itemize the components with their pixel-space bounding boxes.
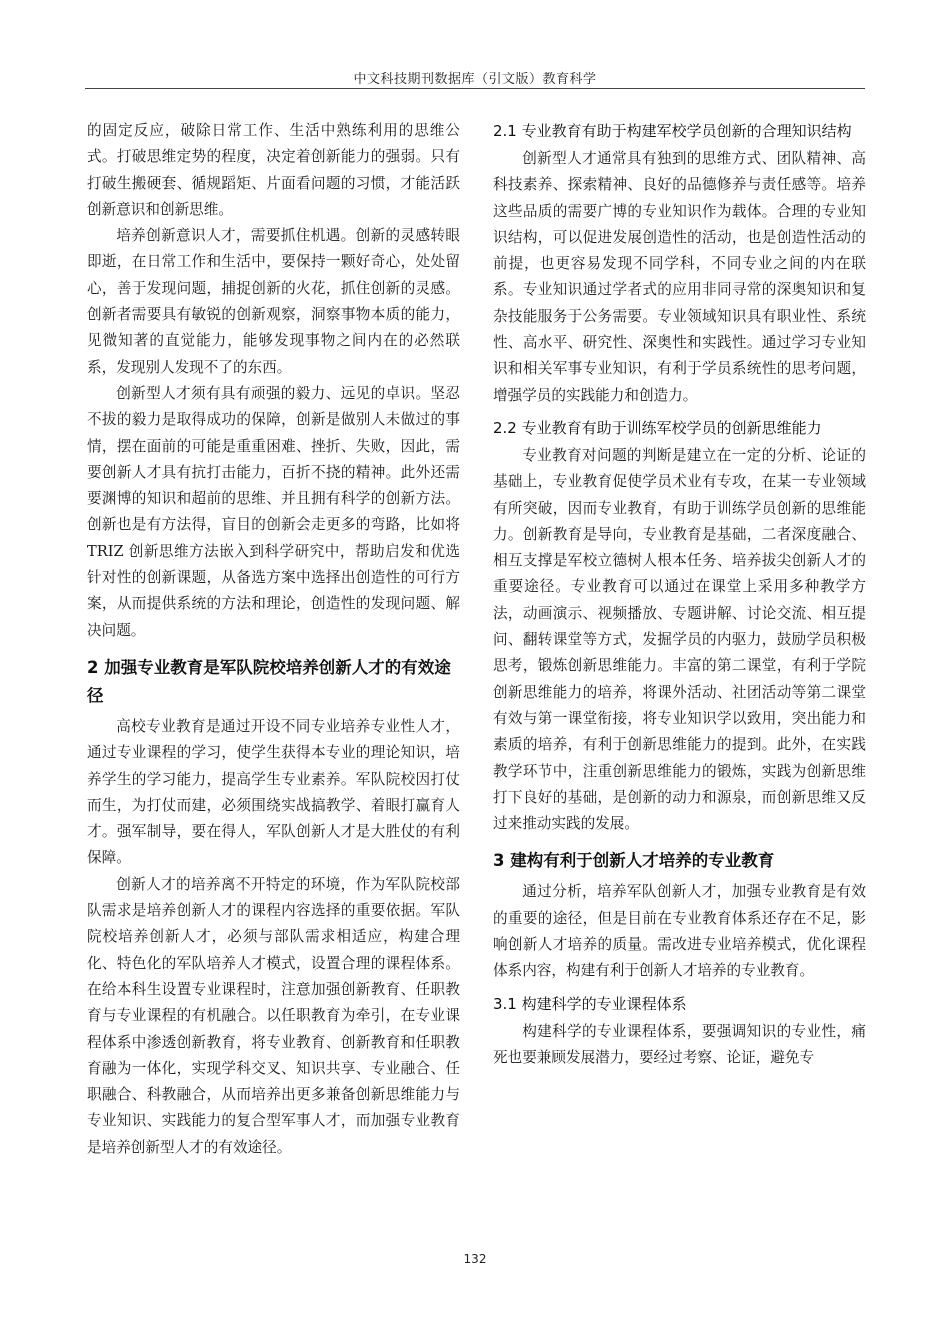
paragraph-perseverance: 创新型人才须有具有顽强的毅力、远见的卓识。坚忍不拔的毅力是取得成功的保障，创新是做别人未做过的事情，摆在面前的可能是重重困难、挫折、失败，因此，需要创新人才具有抗打击能力，百折不挠的精神。此外还需要渊博的知识和超前的思维、并且拥有科学的创新方法。创新也是有方法得，盲目的创新会走更多的弯路，比如将 TRIZ 创新思维方法嵌入到科学研究中，帮助启发和优选针对性的创新课题，从备选方案中选择出创造性的可行方案，从而提供系统的方法和理论，创造性的发现问题、解决问题。 — [87, 384, 460, 639]
paragraph-2-2: 专业教育对问题的判断是建立在一定的分析、论证的基础上，专业教育促使学员术业有专攻，在某一专业领域有所突破，因而专业教育，有助于训练学员创新的思维能力。创新教育是导向，专业教育是基础，二者深度融合、相互支撑是军校立德树人根本任务、培养拔尖创新人才的重要途径。专业教育可以通过在课堂上采用多种教学方法，动画演示、视频播放、专题讲解、讨论交流、相互提问、翻转课堂等方式，发掘学员的内驱力，鼓励学员积极思考，锻炼创新思维能力。丰富的第二课堂，有利于学院创新思维能力的培养，将课外活动、社团活动等第二课堂有效与第一课堂衔接，将专业知识学以致用，突出能力和素质的培养，有利于创新思维能力的提到。此外，在实践教学环节中，注重创新思维能力的锻炼，实践为创新思维打下良好的基础，是创新的动力和源泉，而创新思维又反过来推动实践的发展。 — [493, 446, 866, 833]
paragraph-continued: 的固定反应，破除日常工作、生活中熟练利用的思维公式。打破思维定势的程度，决定着创新能力的强弱。只有打破生搬硬套、循规蹈矩、片面看问题的习惯，才能活跃创新意识和创新思维。 — [87, 122, 460, 218]
section-2-1-heading: 2.1 专业教育有助于构建军校学员创新的合理知识结构 — [493, 122, 852, 140]
paragraph-3: 通过分析，培养军队创新人才，加强专业教育是有效的重要的途径，但是目前在专业教育体系还存在不足，影响创新人才培养的质量。需改进专业培养模式，优化课程体系内容，构建有利于创新人才培养的专业教育。 — [493, 883, 866, 980]
paragraph-2-1: 创新型人才通常具有独到的思维方式、团队精神、高科技素养、探索精神、良好的品德修养与责任感等。培养这些品质的需要广博的专业知识作为载体。合理的专业知识结构，可以促进发展创造性的活动，也是创造性活动的前提，也更容易发现不同学科，不同专业之间的内在联系。专业知识通过学者式的应用非同寻常的深奥知识和复杂技能服务于公务需要。专业领域知识具有职业性、系统性、高水平、研究性、深奥性和实践性。通过学习专业知识和相关军事专业知识，有利于学员系统性的思考问题，增强学员的实践能力和创造力。 — [493, 150, 866, 404]
left-column — [87, 118, 460, 1161]
journal-header: 中文科技期刊数据库（引文版）教育科学 — [353, 72, 597, 87]
section-3-1-heading: 3.1 构建科学的专业课程体系 — [493, 994, 687, 1013]
page-number: 132 — [463, 1252, 487, 1266]
paragraph-environment: 创新人才的培养离不开特定的环境，作为军队院校部队需求是培养创新人才的课程内容选择的重要依据。军队院校培养创新人才，必须与部队需求相适应，构建合理化、特色化的军队培养人才模式，设置合理的课程体系。在给本科生设置专业课程时，注意加强创新教育、任职教育与专业课程的有机融合。以任职教育为牵引，在专业课程体系中渗透创新教育，将专业教育、创新教育和任职教育融为一体化，实现学科交叉、知识共享、专业融合、任职融合、科教融合，从而培养出更多兼备创新思维能力与专业知识、实践能力的复合型军事人才，而加强专业教育是培养创新型人才的有效途径。 — [87, 875, 460, 1156]
header-divider — [85, 88, 865, 89]
paragraph-3-1: 构建科学的专业课程体系，要强调知识的专业性，痛死也要兼顾发展潜力，要经过考察、论证，避免专 — [493, 1022, 866, 1066]
paragraph-opportunity: 培养创新意识人才，需要抓住机遇。创新的灵感转眼即逝，在日常工作和生活中，要保持一颗好奇心，处处留心，善于发现问题，捕捉创新的火花，抓住创新的灵感。创新者需要具有敏锐的创新观察，洞察事物本质的能力，见微知著的直觉能力，能够发现事物之间内在的必然联系，发现别人发现不了的东西。 — [87, 227, 460, 376]
right-column — [493, 118, 866, 1071]
paragraph-professional-education: 高校专业教育是通过开设不同专业培养专业性人才，通过专业课程的学习，使学生获得本专业的理论知识，培养学生的学习能力，提高学生专业素养。军队院校因打仗而生，为打仗而建，必须围绕实战搞教学、着眼打赢育人才。强军制导，要在得人，军队创新人才是大胜仗的有利保障。 — [87, 717, 460, 867]
section-2-heading: 2 加强专业教育是军队院校培养创新人才的有效途径 — [87, 657, 451, 705]
section-3-heading: 3 建构有利于创新人才培养的专业教育 — [493, 851, 775, 871]
section-2-2-heading: 2.2 专业教育有助于训练军校学员的创新思维能力 — [493, 418, 822, 437]
